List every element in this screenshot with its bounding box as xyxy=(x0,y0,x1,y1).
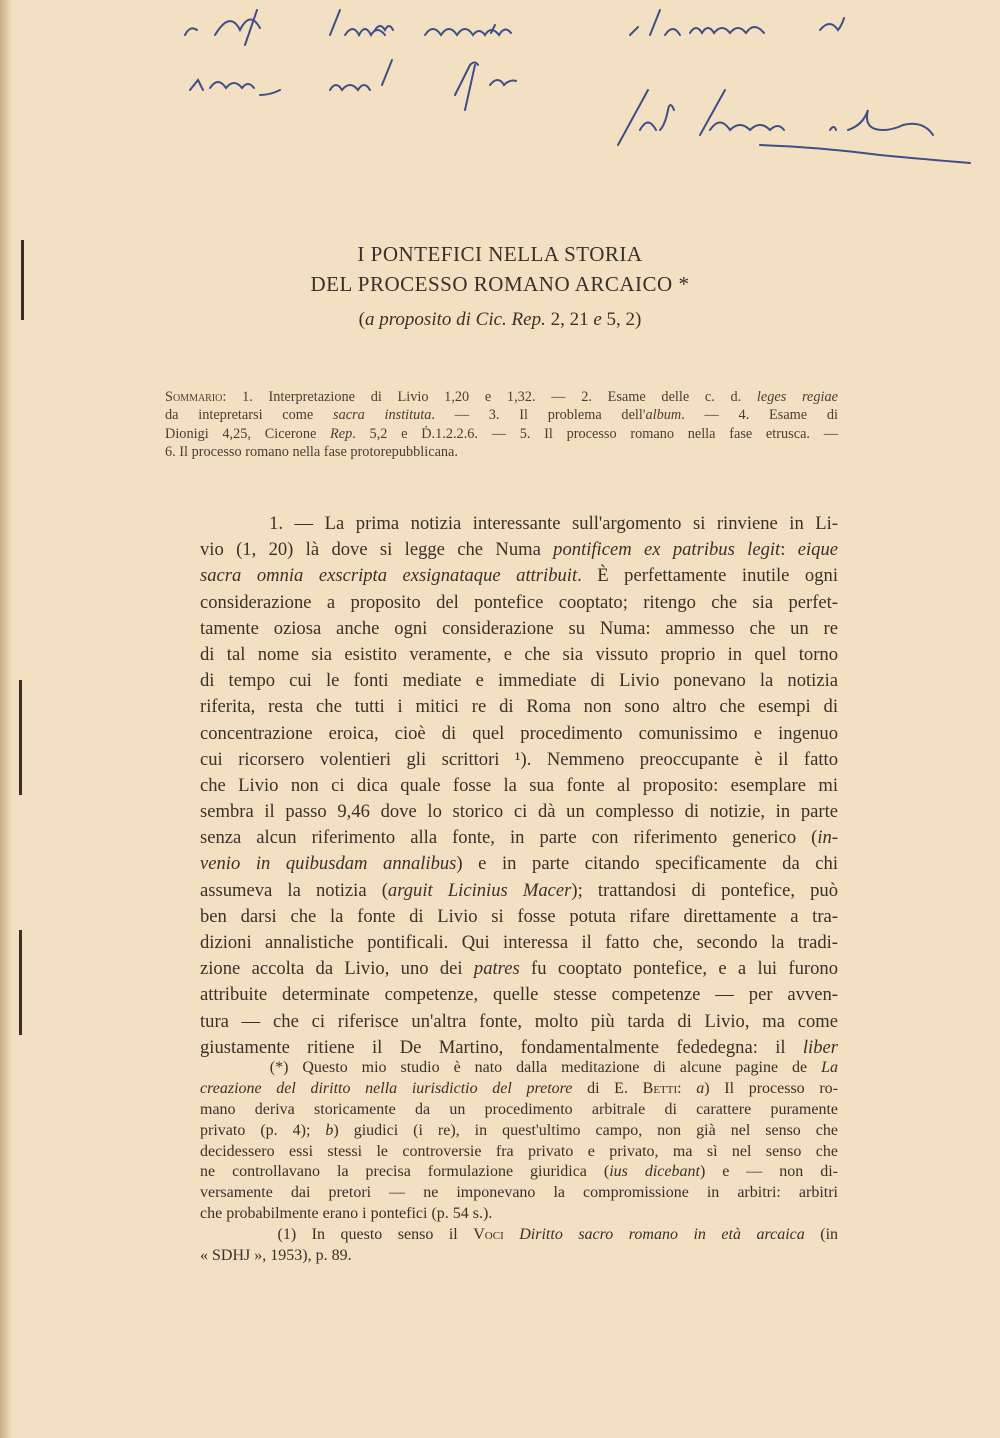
text-line xyxy=(200,747,838,773)
text-line xyxy=(200,956,838,982)
text-run: (*) Questo mio studio è nato dalla meditazione di alcune pagine de xyxy=(200,1059,822,1076)
text-run: . — 4. Esame di xyxy=(681,407,839,424)
text-line xyxy=(200,773,838,799)
italic-text: b xyxy=(325,1121,334,1139)
italic-text: creazione del diritto nella iurisdictio del pretore xyxy=(200,1079,573,1097)
italic-text: Diritto sacro romano in età arcaica xyxy=(519,1226,805,1244)
text-run: riferita, resta che tutti i mitici re di Roma non sono altro che esempi di xyxy=(200,696,838,718)
text-run: da intepretarsi come xyxy=(165,407,333,424)
text-line xyxy=(200,537,838,563)
text-line xyxy=(200,1121,838,1142)
text-line xyxy=(165,406,838,424)
text-line xyxy=(200,1204,838,1225)
text-run: privato (p. 4); xyxy=(200,1121,326,1139)
footnotes xyxy=(200,1058,838,1267)
article-title-line-1: I PONTEFICI NELLA STORIA xyxy=(357,242,643,266)
text-run: ben darsi che la fonte di Livio si fosse potuta rifare direttamente a tra- xyxy=(200,905,838,927)
text-line xyxy=(200,851,838,877)
italic-text: arguit Licinius Macer xyxy=(387,879,572,901)
text-line xyxy=(200,799,838,825)
italic-text: venio in quibusdam annalibus xyxy=(200,853,457,875)
text-run: tura — che ci riferisce un'altra fonte, molto più tarda di Livio, ma come xyxy=(200,1010,838,1032)
text-run: che probabilmente erano i pontefici (p. 54 s.). xyxy=(200,1205,493,1223)
italic-text: eique xyxy=(797,539,838,561)
text-run: Dionigi 4,25, Cicerone xyxy=(165,425,331,442)
margin-mark xyxy=(19,680,22,795)
text-line xyxy=(200,590,838,616)
handwritten-dedication xyxy=(0,0,1000,170)
text-run: 2, 21 xyxy=(545,309,594,330)
text-line xyxy=(200,563,838,589)
text-run: ne controllavano la precisa formulazione giuridica ( xyxy=(200,1163,610,1181)
italic-text: album xyxy=(645,407,682,424)
italic-text: in- xyxy=(817,827,838,849)
text-run: Sommario xyxy=(165,389,223,405)
italic-text: ius dicebant xyxy=(609,1163,700,1181)
text-line xyxy=(200,1058,838,1079)
text-run: ); trattandosi di pontefice, può xyxy=(571,879,838,901)
italic-text: a xyxy=(696,1079,705,1097)
text-run: di E. xyxy=(572,1079,643,1097)
text-run: . È perfettamente inutile ogni xyxy=(577,565,838,587)
text-line xyxy=(200,825,838,851)
text-run: (in xyxy=(804,1226,839,1244)
text-line xyxy=(200,1246,838,1267)
italic-text: Rep xyxy=(330,425,353,442)
text-line xyxy=(200,1183,838,1204)
text-run: senza alcun riferimento alla fonte, in parte con riferimento generico ( xyxy=(200,827,818,849)
text-line xyxy=(200,1079,838,1100)
text-line xyxy=(200,721,838,747)
italic-text: La xyxy=(821,1059,838,1076)
text-run: zione accolta da Livio, uno dei xyxy=(200,958,474,980)
text-line xyxy=(200,1142,838,1163)
text-run: giustamente ritiene il De Martino, fondamentalmente fededegna: il xyxy=(200,1036,803,1058)
text-line xyxy=(165,425,838,443)
text-line xyxy=(165,443,838,461)
italic-text: patres xyxy=(473,958,520,980)
text-run: mano deriva storicamente da un procedimento arbitrale di carattere puramente xyxy=(200,1100,838,1118)
italic-text: sacra instituta xyxy=(333,407,432,424)
body-text xyxy=(200,511,838,1061)
text-line xyxy=(200,1225,838,1246)
text-line xyxy=(200,642,838,668)
text-run: 1. — La prima notizia interessante sull'argomento si rinviene in Li- xyxy=(200,513,838,534)
text-run: tamente oziosa anche ogni considerazione su Numa: ammesso che un re xyxy=(200,617,838,639)
text-run: fu cooptato pontefice, e a lui furono xyxy=(519,958,838,980)
text-run: versamente dai pretori — ne imponevano la compromissione in arbitri: arbitri xyxy=(200,1184,838,1202)
text-run: (1) In questo senso il xyxy=(200,1226,474,1244)
text-run: decidessero essi stessi le controversie fra privato e privato, ma sì nel senso che xyxy=(200,1142,838,1160)
text-run: considerazione a proposito del pontefice cooptato; ritengo che sia perfet- xyxy=(200,591,838,613)
text-run: attribuite determinate competenze, quelle stesse competenze — per avven- xyxy=(200,984,838,1006)
summary xyxy=(165,388,838,461)
text-run: 5, 2) xyxy=(601,309,642,330)
text-line xyxy=(200,982,838,1008)
margin-mark xyxy=(19,930,22,1035)
text-run: Betti xyxy=(642,1079,678,1097)
text-run: di tempo cui le fonti mediate e immediate di Livio ponevano la notizia xyxy=(200,670,838,692)
text-run: sembra il passo 9,46 dove lo storico ci dà un complesso di notizie, in parte xyxy=(200,801,838,823)
text-line xyxy=(200,1009,838,1035)
text-line xyxy=(200,694,838,720)
italic-text: pontificem ex patribus legit xyxy=(553,539,781,561)
italic-text: e xyxy=(593,309,602,330)
text-line xyxy=(200,1100,838,1121)
text-run: : xyxy=(780,539,798,561)
text-run: dizioni annalistiche pontificali. Qui interessa il fatto che, secondo la tradi- xyxy=(200,932,838,953)
text-line xyxy=(200,668,838,694)
text-run: che Livio non ci dica quale fosse la sua fonte al proposito: esemplare mi xyxy=(200,774,838,796)
text-run: ) Il processo ro- xyxy=(704,1079,839,1097)
text-line xyxy=(200,1162,838,1183)
text-run: : 1. Interpretazione di Livio 1,20 e 1,32. — 2. Esame delle c. d. xyxy=(222,389,757,405)
text-run: ) e — non di- xyxy=(699,1163,838,1181)
text-run: vio (1, 20) là dove si legge che Numa xyxy=(200,539,554,561)
text-line xyxy=(200,878,838,904)
text-line xyxy=(200,1035,838,1061)
article-subtitle xyxy=(0,309,1000,331)
italic-text: sacra omnia exscripta exsignataque attribuit xyxy=(200,565,578,587)
text-run: concentrazione eroica, cioè di quel procedimento comunissimo e ingenuo xyxy=(200,722,838,744)
text-run: di tal nome sia esistito veramente, e che sia vissuto proprio in quel torno xyxy=(200,643,838,665)
text-run: ) giudici (i re), in quest'ultimo campo, non già nel senso che xyxy=(333,1121,838,1139)
text-line xyxy=(200,616,838,642)
italic-text: a proposito di Cic. Rep. xyxy=(364,309,546,330)
text-run: assumeva la notizia ( xyxy=(200,879,388,901)
italic-text: leges regiae xyxy=(756,389,838,405)
text-run: ( xyxy=(358,309,365,330)
text-run: ) e in parte citando specificamente da chi xyxy=(456,853,838,875)
text-run xyxy=(504,1226,520,1243)
text-run: . 5,2 e Ḋ.1.2.2.6. — 5. Il processo romano nella fase etrusca. — xyxy=(352,425,839,442)
article-title-line-2: DEL PROCESSO ROMANO ARCAICO * xyxy=(310,272,690,296)
text-run: 6. Il processo romano nella fase protorepubblicana. xyxy=(165,443,458,460)
text-line xyxy=(200,904,838,930)
page-edge-shadow xyxy=(0,0,12,1438)
text-run: : xyxy=(677,1079,697,1097)
text-run: Voci xyxy=(473,1226,504,1244)
text-run: cui ricorsero volentieri gli scrittori ¹). Nemmeno preoccupante è il fatto xyxy=(200,748,838,770)
text-run: « SDHJ », 1953), p. 89. xyxy=(200,1247,352,1265)
text-run: . — 3. Il problema dell' xyxy=(431,407,646,424)
text-line xyxy=(200,930,838,956)
italic-text: liber xyxy=(802,1036,838,1058)
text-line xyxy=(200,511,838,537)
text-line xyxy=(165,388,838,406)
